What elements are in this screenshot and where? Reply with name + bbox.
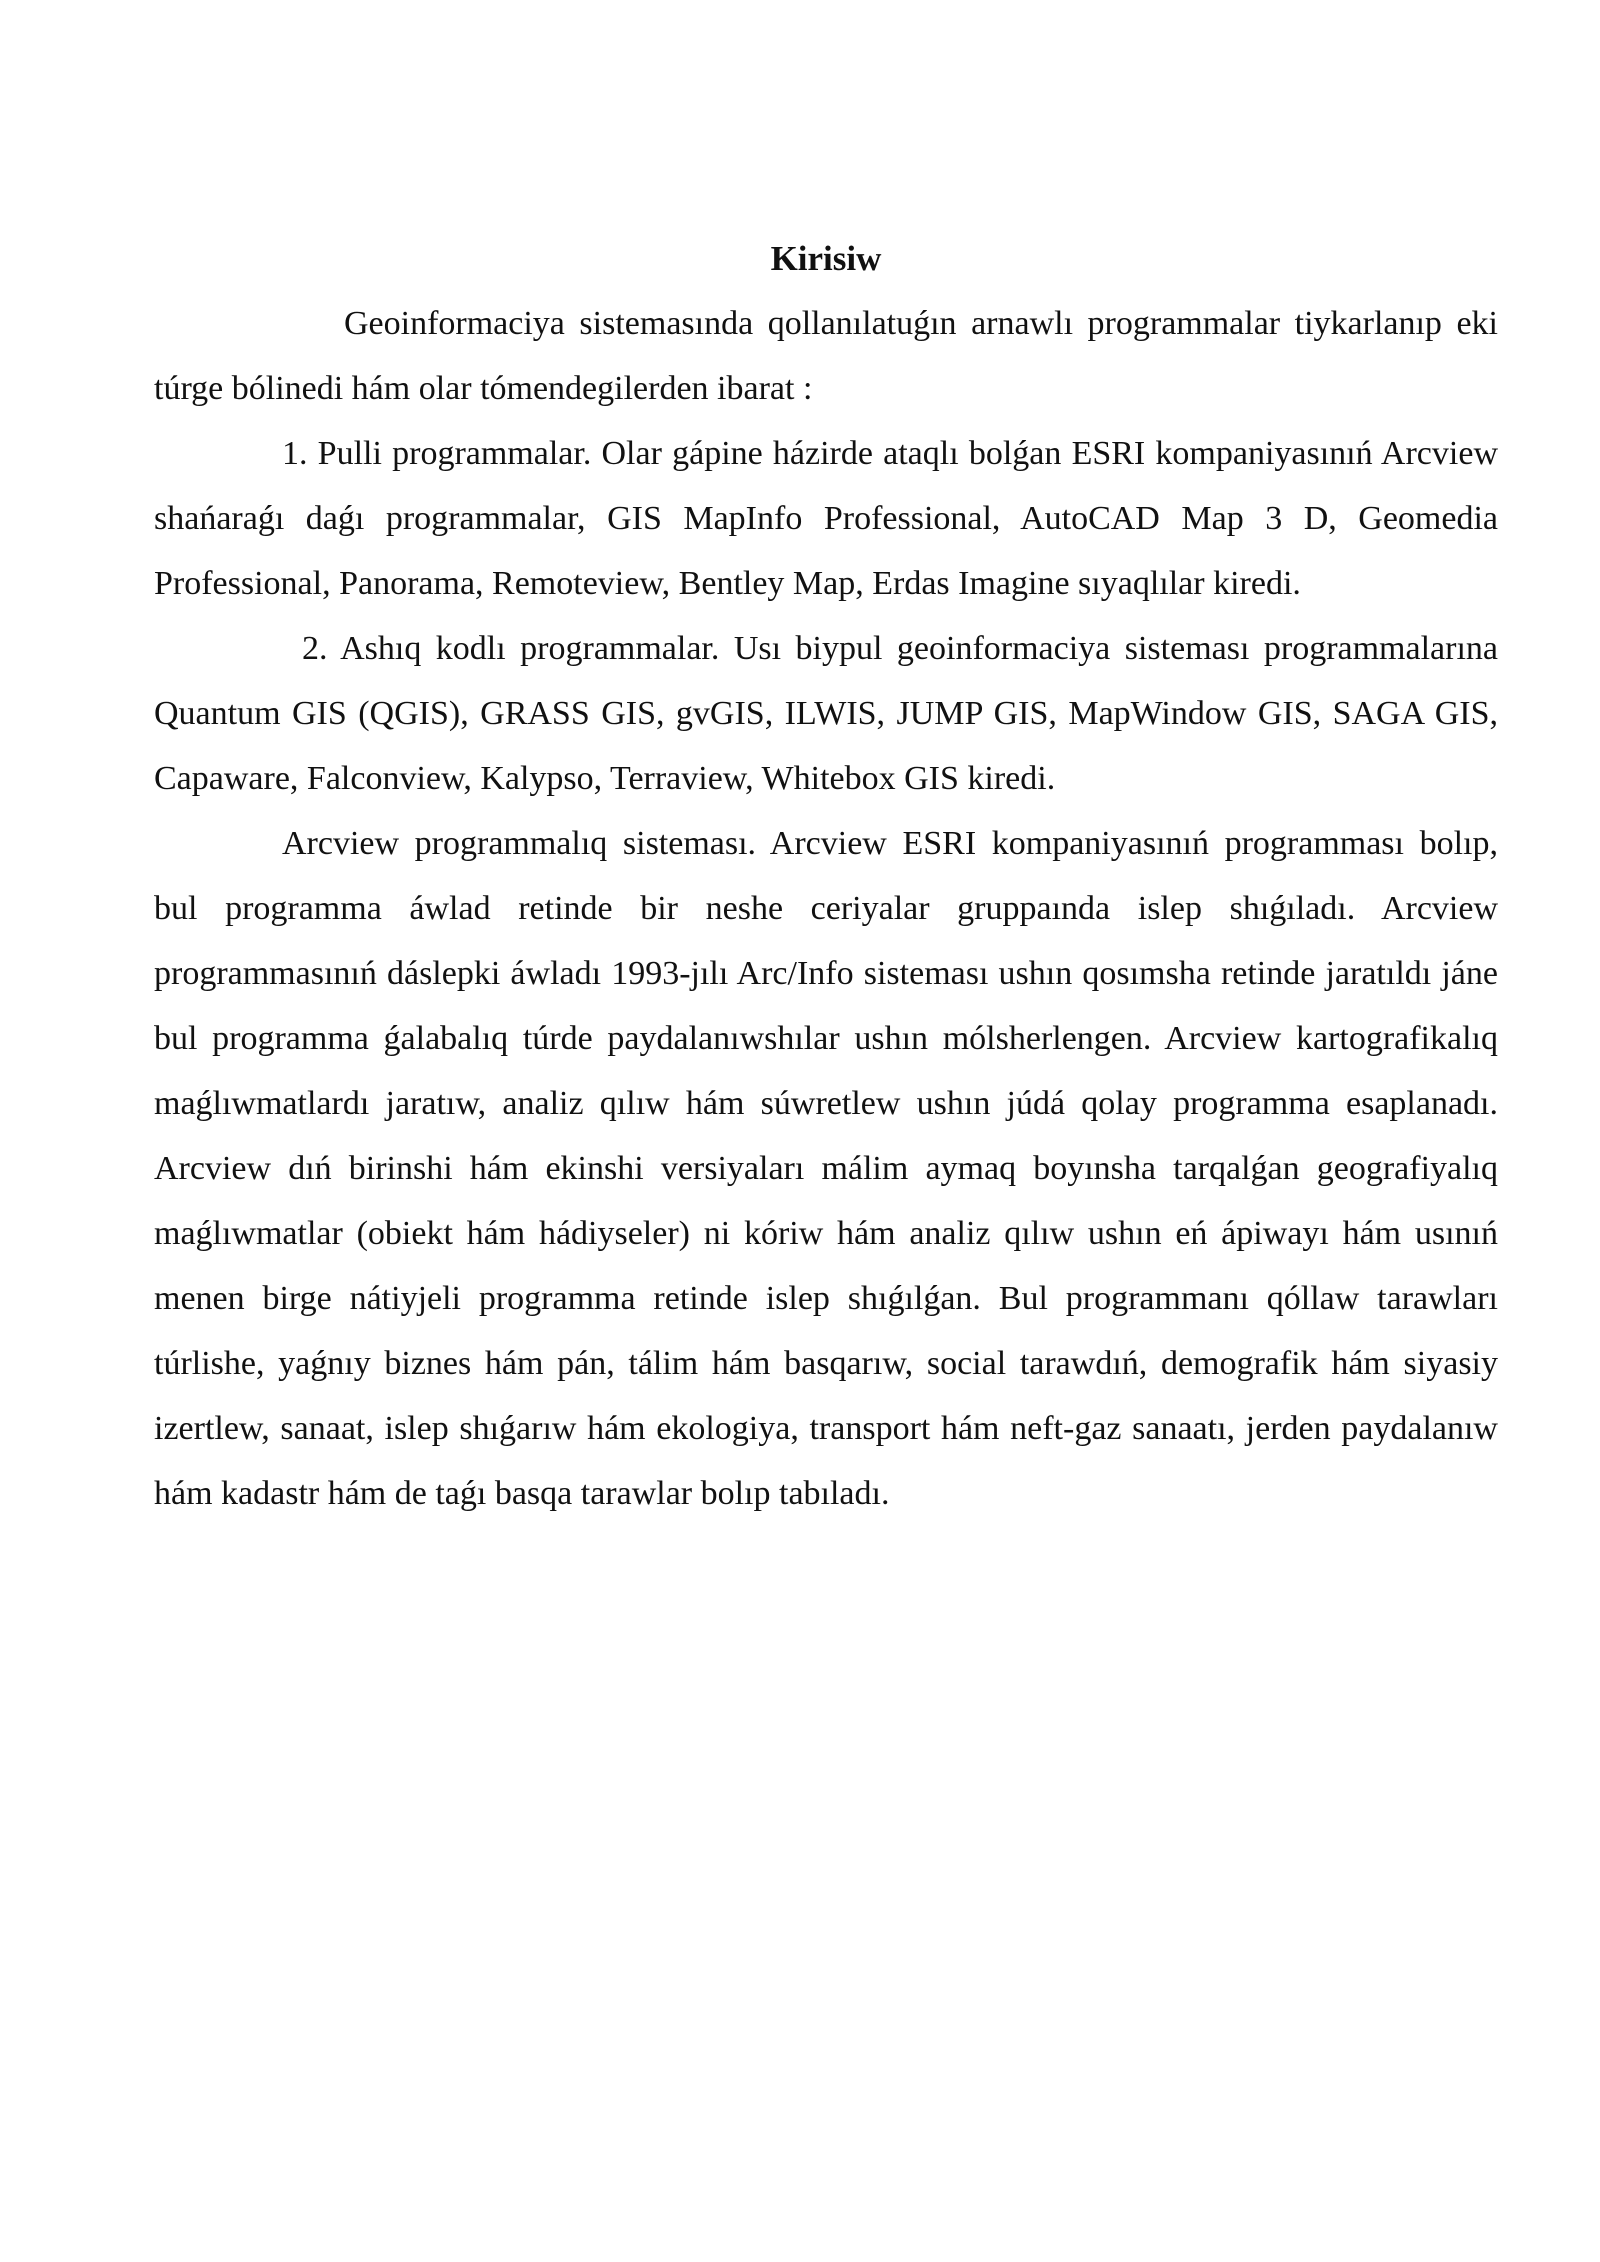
arcview-paragraph: Arcview programmalıq sisteması. Arcview ESRI kompaniyasınıń programması bolıp, bul programma áwlad retinde bir neshe ceriyalar gruppaında islep shıǵıladı. Arcview programmasınıń dáslepki áwladı 1993-jılı Arc/Info sisteması ushın qosımsha retinde jaratıldı jáne bul programma ǵalabalıq túrde paydalanıwshılar ushın mólsherlengen. Arcview kartografikalıq maǵlıwmatlardı jaratıw, analiz qılıw hám súwretlew ushın júdá qolay programma esaplanadı. Arcview dıń birinshi hám ekinshi versiyaları málim aymaq boyınsha tarqalǵan geografiyalıq maǵlıwmatlar (obiekt hám hádiyseler) ni kóriw hám analiz qılıw ushın eń ápiwayı hám usınıń menen birge nátiyjeli programma retinde islep shıǵılǵan. Bul programmanı qóllaw tarawları túrlishe, yaǵnıy biznes hám pán, tálim hám basqarıw, social tarawdıń, demografik hám siyasiy izertlew, sanaat, islep shıǵarıw hám ekologiya, transport hám neft-gaz sanaatı, jerden paydalanıw hám kadastr hám de taǵı basqa tarawlar bolıp tabıladı. [154, 825, 1498, 1512]
document-title: Kirisiw [770, 239, 882, 278]
document-page [154, 226, 1498, 1526]
list-item-open-source-programs: 2. Ashıq kodlı programmalar. Usı biypul geoinformaciya sisteması programmalarına Quantum GIS (QGIS), GRASS GIS, gvGIS, ILWIS, JUMP GIS, MapWindow GIS, SAGA GIS, Capaware, Falconview, Kalypso, Terraview, Whitebox GIS kiredi. [154, 630, 1498, 797]
list-item-paid-programs: 1. Pulli programmalar. Olar gápine házirde ataqlı bolǵan ESRI kompaniyasınıń Arcview shańaraǵı daǵı programmalar, GIS MapInfo Professional, AutoCAD Map 3 D, Geomedia Professional, Panorama, Remoteview, Bentley Map, Erdas Imagine sıyaqlılar kiredi. [154, 435, 1498, 602]
intro-paragraph: Geoinformaciya sistemasında qollanılatuǵın arnawlı programmalar tiykarlanıp eki túrge bólinedi hám olar tómendegilerden ibarat : [154, 305, 1498, 407]
